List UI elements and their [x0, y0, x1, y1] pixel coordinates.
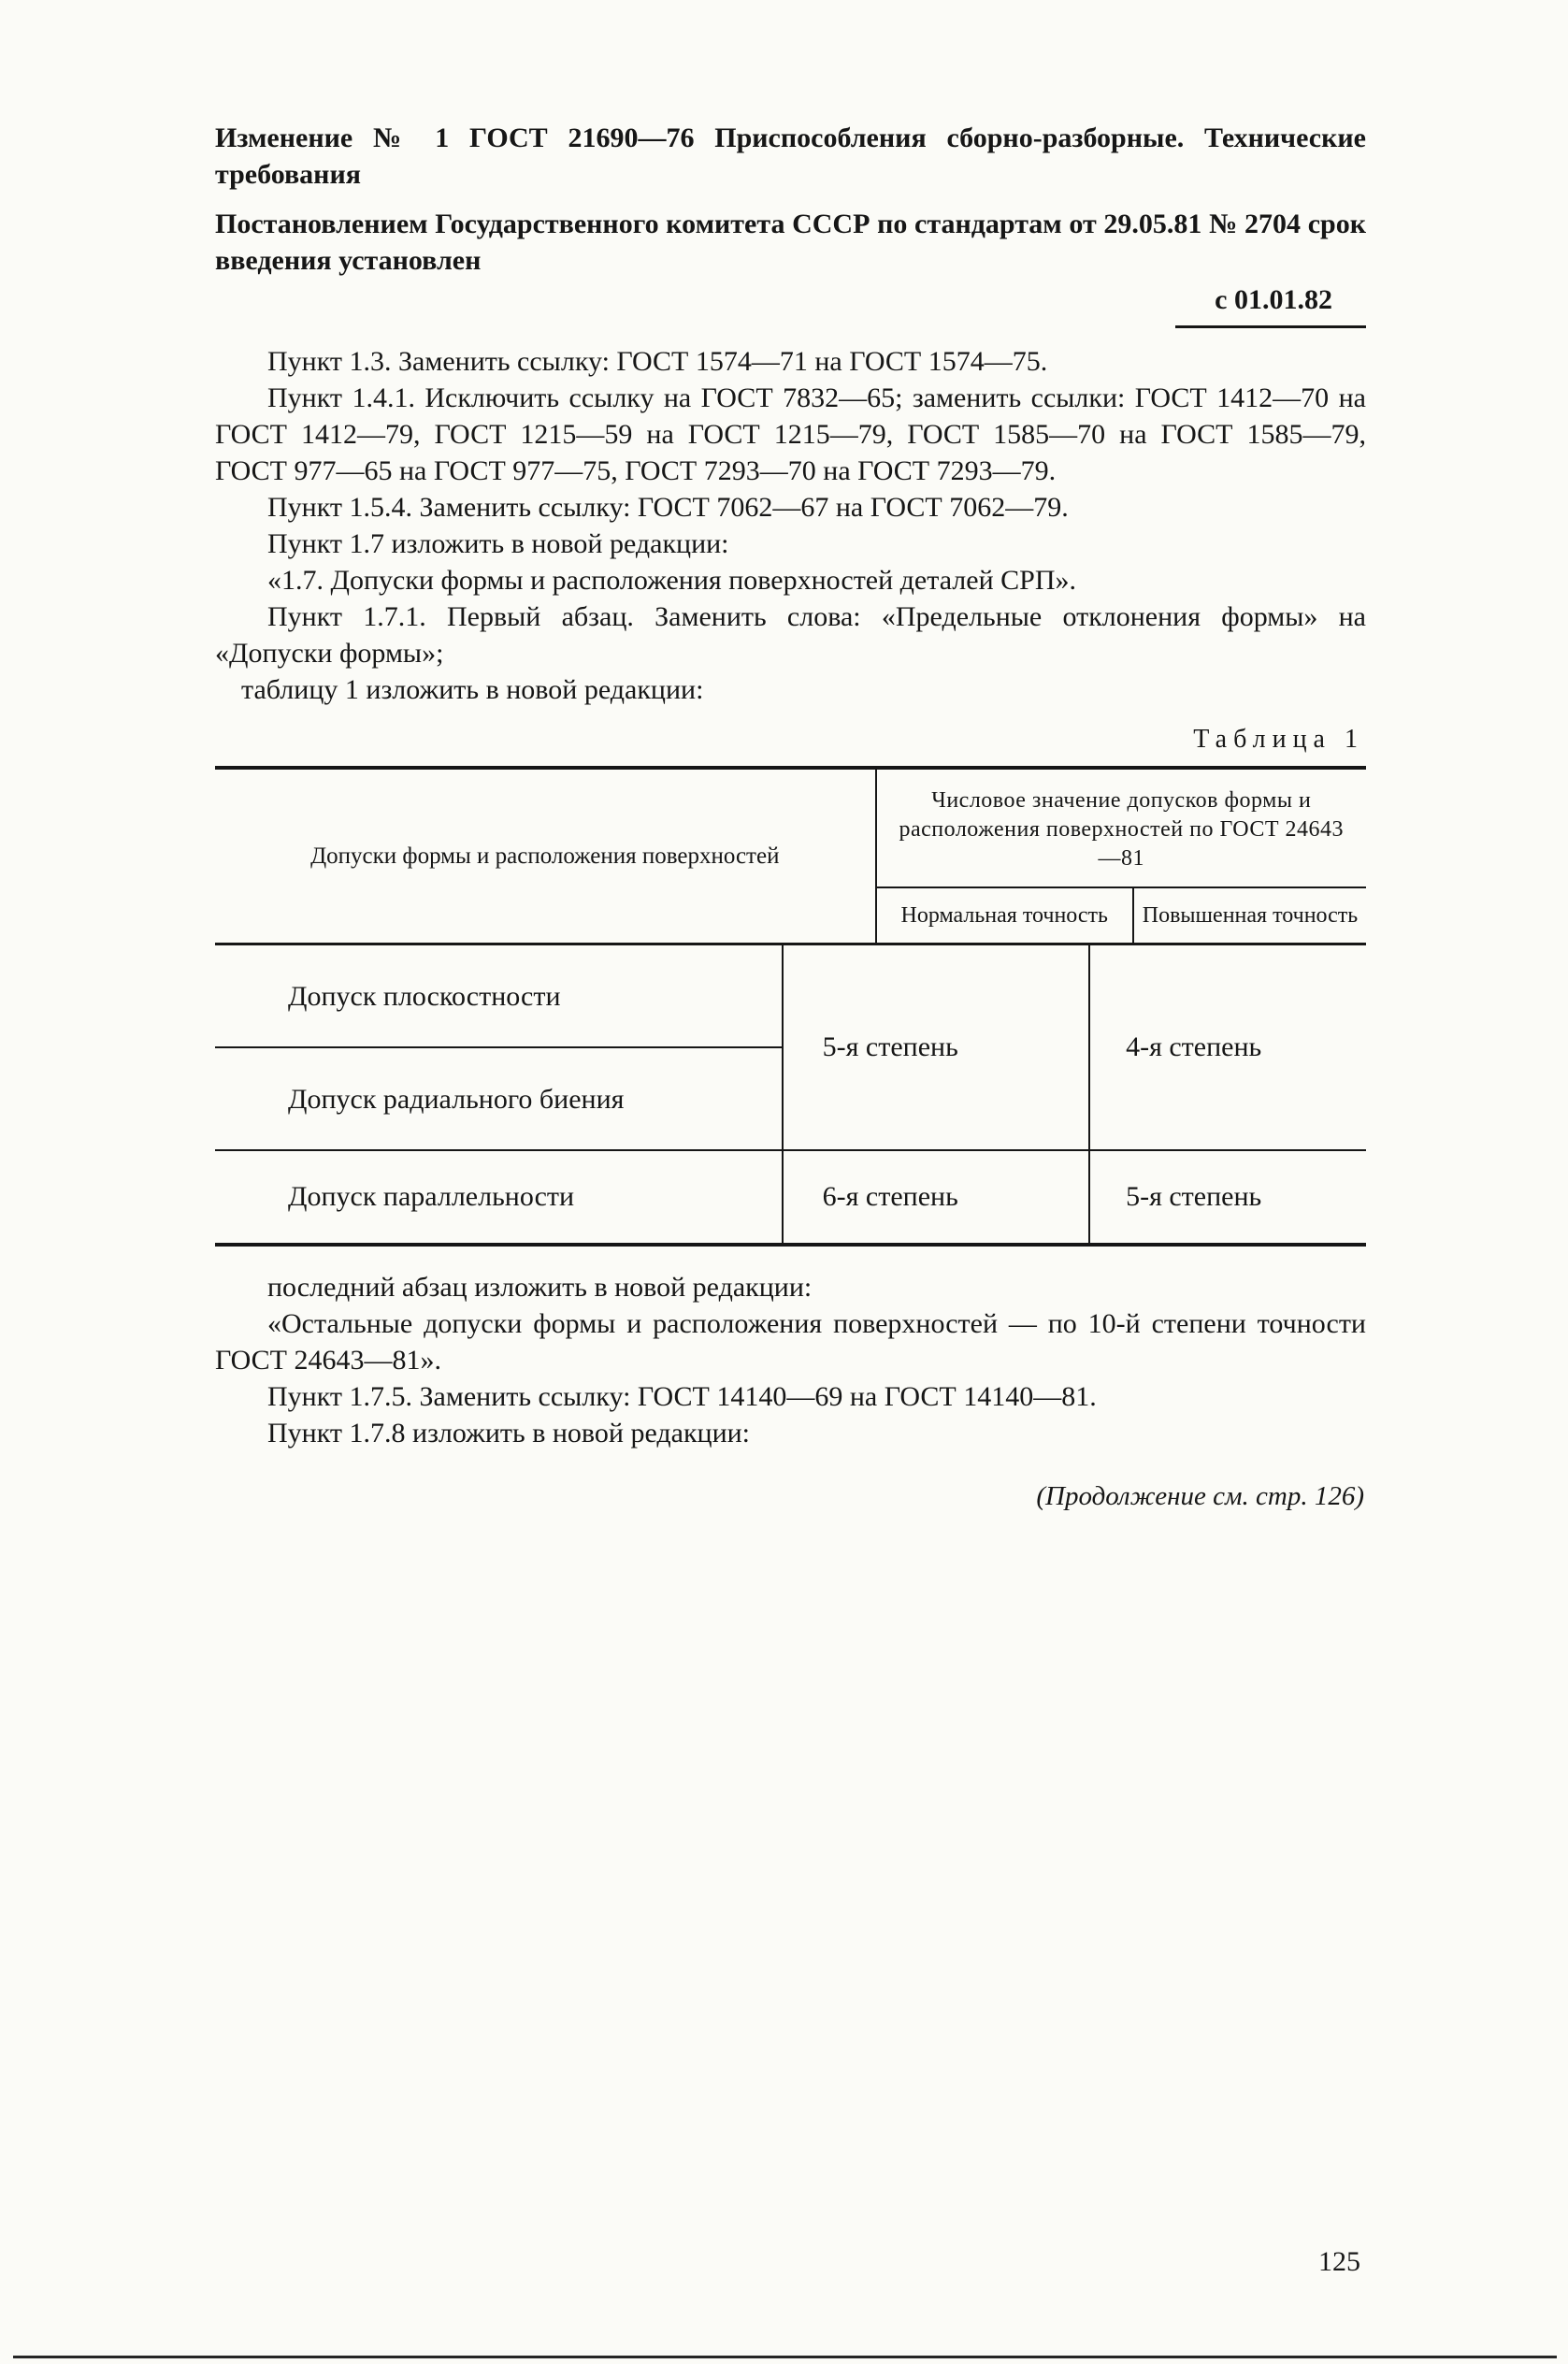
- table-caption: Таблица 1: [1193, 725, 1364, 754]
- table-row-labels: [215, 1151, 782, 1243]
- table-header-col1: Допуски формы и расположения поверхностей: [310, 843, 780, 869]
- table-subheader-row: [877, 888, 1366, 943]
- table-subheader-high: Повышенная точность: [1132, 888, 1366, 943]
- paragraph: «1.7. Допуски формы и расположения поверхностей деталей СРП».: [267, 565, 1077, 596]
- table-header-row: [215, 770, 1366, 945]
- paragraph: таблицу 1 изложить в новой редакции:: [241, 674, 704, 705]
- paragraph: Пункт 1.7.1. Первый абзац. Заменить слова: «Предельные отклонения формы» на «Допуски формы»;: [215, 601, 1366, 669]
- continuation-note: (Продолжение см. стр. 126): [1036, 1481, 1364, 1511]
- page-number: 125: [1318, 2246, 1360, 2277]
- table-header-col23: [875, 770, 1366, 943]
- after-table-paragraphs: [215, 1269, 1366, 1451]
- paragraph: Пункт 1.7 изложить в новой редакции:: [267, 528, 729, 559]
- paragraph: последний абзац изложить в новой редакции:: [267, 1272, 813, 1303]
- paragraph: Пункт 1.3. Заменить ссылку: ГОСТ 1574—71 на ГОСТ 1574—75.: [267, 346, 1048, 377]
- table-cell-normal: 6-я степень: [782, 1151, 1088, 1243]
- paragraph: Пункт 1.4.1. Исключить ссылку на ГОСТ 7832—65; заменить ссылки: ГОСТ 1412—70 на ГОСТ 1412—79, ГОСТ 1215—59 на ГОСТ 1215—79, ГОСТ 1585—70 на ГОСТ 1585—79, ГОСТ 977—65 на ГОСТ 977—75, ГОСТ 7293—70 на ГОСТ 7293—79.: [215, 382, 1366, 486]
- tolerances-table: [215, 766, 1366, 1247]
- decree-text: Постановлением Государственного комитета СССР по стандартам от 29.05.81 № 2704 срок введения установлен: [215, 209, 1366, 276]
- paragraph: Пункт 1.5.4. Заменить ссылку: ГОСТ 7062—67 на ГОСТ 7062—79.: [267, 492, 1069, 523]
- table-cell-label: Допуск параллельности: [288, 1181, 575, 1212]
- effective-date-block: [215, 282, 1366, 328]
- table-cell-high: 5-я степень: [1088, 1151, 1366, 1243]
- table-cell-label: Допуск радиального биения: [288, 1084, 625, 1115]
- paragraph: «Остальные допуски формы и расположения поверхностей — по 10-й степени точности ГОСТ 24643—81».: [215, 1308, 1366, 1376]
- table-row-labels: [215, 945, 782, 1149]
- table-row-group-2: [215, 1151, 1366, 1243]
- scan-edge-artifact: [13, 2356, 1557, 2358]
- table-cell-high: 4-я степень: [1088, 945, 1366, 1149]
- paragraph: Пункт 1.7.5. Заменить ссылку: ГОСТ 14140—69 на ГОСТ 14140—81.: [267, 1381, 1097, 1412]
- table-subheader-normal: Нормальная точность: [900, 903, 1108, 928]
- body-paragraphs: [215, 343, 1366, 708]
- table-row-group-1: [215, 945, 1366, 1149]
- table-header-span: Числовое значение допусков формы и расположения поверхностей по ГОСТ 24643—81: [877, 770, 1366, 888]
- table-cell-label: Допуск плоскостности: [288, 981, 561, 1012]
- document-title: Изменение № 1 ГОСТ 21690—76 Приспособления сборно-разборные. Технические требования: [215, 123, 1366, 190]
- paragraph: Пункт 1.7.8 изложить в новой редакции:: [267, 1418, 751, 1449]
- table-cell-normal: 5-я степень: [782, 945, 1088, 1149]
- effective-date: с 01.01.82: [1175, 282, 1366, 328]
